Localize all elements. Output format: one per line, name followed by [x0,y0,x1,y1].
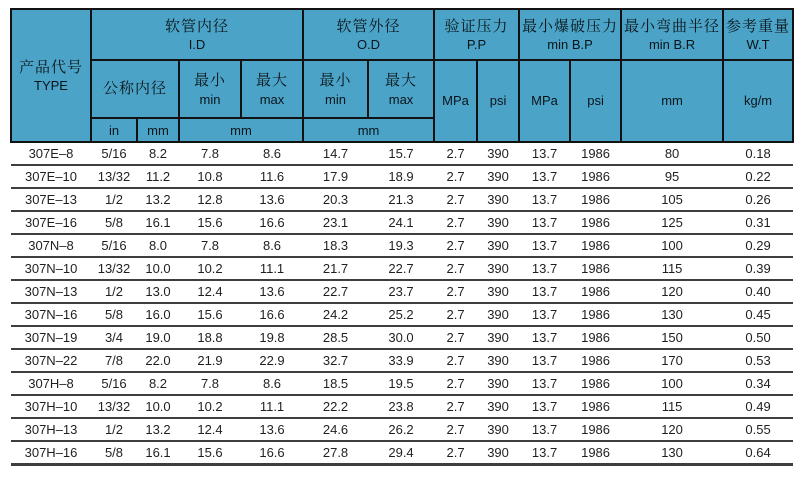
header-pp-psi [477,60,519,142]
value-cell: 0.45 [723,303,793,326]
value-cell: 0.49 [723,395,793,418]
header-group-bp-en: min B.P [547,37,593,53]
value-cell: 18.8 [179,326,241,349]
value-cell: 21.7 [303,257,368,280]
value-cell: 13.7 [519,142,570,165]
header-type-zh: 产品代号 [18,58,83,76]
header-pp-psi-label: psi [489,92,507,108]
value-cell: 1/2 [91,280,137,303]
product-code-cell: 307H–10 [11,395,91,418]
header-group-wt [723,9,793,60]
header-bp-psi [570,60,621,142]
value-cell: 5/16 [91,372,137,395]
value-cell: 13/32 [91,395,137,418]
value-cell: 2.7 [434,257,477,280]
value-cell: 10.8 [179,165,241,188]
header-type [11,9,91,142]
value-cell: 0.34 [723,372,793,395]
value-cell: 8.2 [137,372,179,395]
header-pp-mpa [434,60,477,142]
product-code-cell: 307N–10 [11,257,91,280]
value-cell: 8.2 [137,142,179,165]
value-cell: 16.6 [241,211,303,234]
value-cell: 24.2 [303,303,368,326]
value-cell: 1986 [570,188,621,211]
header-id-min [179,60,241,118]
value-cell: 7.8 [179,142,241,165]
value-cell: 0.40 [723,280,793,303]
header-group-od-en: O.D [356,37,381,53]
header-unit-mm: mm [137,118,179,142]
value-cell: 2.7 [434,234,477,257]
value-cell: 390 [477,188,519,211]
value-cell: 13.6 [241,188,303,211]
value-cell: 2.7 [434,326,477,349]
value-cell: 0.39 [723,257,793,280]
value-cell: 1986 [570,234,621,257]
table-header [11,9,793,142]
value-cell: 390 [477,280,519,303]
value-cell: 11.6 [241,165,303,188]
value-cell: 1986 [570,441,621,465]
value-cell: 390 [477,211,519,234]
product-code-cell: 307E–16 [11,211,91,234]
product-code-cell: 307H–16 [11,441,91,465]
table-row [11,165,793,188]
value-cell: 5/8 [91,211,137,234]
value-cell: 13.7 [519,234,570,257]
value-cell: 30.0 [368,326,434,349]
value-cell: 32.7 [303,349,368,372]
value-cell: 390 [477,395,519,418]
header-group-pp-en: P.P [466,37,487,53]
value-cell: 5/16 [91,234,137,257]
header-group-id [91,9,303,60]
value-cell: 1986 [570,395,621,418]
header-od-min [303,60,368,118]
value-cell: 1986 [570,280,621,303]
product-code-cell: 307N–13 [11,280,91,303]
value-cell: 115 [621,395,723,418]
value-cell: 13.2 [137,418,179,441]
value-cell: 13.7 [519,280,570,303]
value-cell: 7.8 [179,234,241,257]
value-cell: 2.7 [434,395,477,418]
header-nominal-id-label: 公称内径 [102,80,167,98]
value-cell: 11.1 [241,395,303,418]
value-cell: 390 [477,326,519,349]
table-row [11,211,793,234]
header-type-en: TYPE [34,78,68,94]
product-code-cell: 307E–8 [11,142,91,165]
value-cell: 16.6 [241,303,303,326]
value-cell: 19.8 [241,326,303,349]
header-od-max-en: max [388,91,414,107]
header-pp-mpa-label: MPa [442,92,469,108]
value-cell: 19.3 [368,234,434,257]
value-cell: 105 [621,188,723,211]
header-group-id-en: I.D [188,37,206,53]
value-cell: 0.64 [723,441,793,465]
value-cell: 23.8 [368,395,434,418]
value-cell: 13.7 [519,349,570,372]
value-cell: 25.2 [368,303,434,326]
header-group-bp [519,9,621,60]
header-id-max-zh: 最大 [256,72,289,89]
value-cell: 13.0 [137,280,179,303]
value-cell: 22.9 [241,349,303,372]
value-cell: 125 [621,211,723,234]
product-code-cell: 307E–13 [11,188,91,211]
value-cell: 0.31 [723,211,793,234]
value-cell: 20.3 [303,188,368,211]
header-group-br-en: min B.R [648,37,696,53]
value-cell: 0.26 [723,188,793,211]
header-id-min-en: min [199,91,221,107]
value-cell: 7.8 [179,372,241,395]
value-cell: 1/2 [91,188,137,211]
header-od-max [368,60,434,118]
value-cell: 15.7 [368,142,434,165]
header-group-od-zh: 软管外径 [336,17,401,35]
header-unit-in: in [91,118,137,142]
value-cell: 390 [477,234,519,257]
value-cell: 0.55 [723,418,793,441]
value-cell: 2.7 [434,211,477,234]
value-cell: 8.6 [241,142,303,165]
product-code-cell: 307E–10 [11,165,91,188]
value-cell: 390 [477,165,519,188]
value-cell: 13.7 [519,188,570,211]
value-cell: 22.7 [368,257,434,280]
value-cell: 130 [621,441,723,465]
value-cell: 1986 [570,349,621,372]
value-cell: 2.7 [434,142,477,165]
product-code-cell: 307N–16 [11,303,91,326]
table-row [11,234,793,257]
value-cell: 13.7 [519,303,570,326]
value-cell: 7/8 [91,349,137,372]
header-group-wt-zh: 参考重量 [726,17,791,35]
value-cell: 28.5 [303,326,368,349]
header-id-minmax-unit-mm: mm [179,118,303,142]
value-cell: 1986 [570,326,621,349]
value-cell: 13.7 [519,257,570,280]
product-code-cell: 307H–13 [11,418,91,441]
value-cell: 1986 [570,372,621,395]
value-cell: 11.2 [137,165,179,188]
value-cell: 17.9 [303,165,368,188]
header-row-sub [11,60,793,118]
header-group-wt-en: W.T [746,37,770,53]
header-od-min-zh: 最小 [319,72,352,89]
header-wt-unit-kgm [723,60,793,142]
header-group-bp-zh: 最小爆破压力 [522,17,619,35]
value-cell: 1986 [570,211,621,234]
value-cell: 8.6 [241,372,303,395]
value-cell: 18.5 [303,372,368,395]
value-cell: 16.1 [137,441,179,465]
value-cell: 390 [477,441,519,465]
value-cell: 16.6 [241,441,303,465]
header-group-br [621,9,723,60]
value-cell: 5/16 [91,142,137,165]
value-cell: 33.9 [368,349,434,372]
header-group-od [303,9,434,60]
value-cell: 21.3 [368,188,434,211]
header-id-max-en: max [259,91,285,107]
value-cell: 13/32 [91,165,137,188]
header-nominal-id [91,60,179,118]
value-cell: 8.0 [137,234,179,257]
value-cell: 22.0 [137,349,179,372]
value-cell: 22.2 [303,395,368,418]
value-cell: 2.7 [434,372,477,395]
value-cell: 13.2 [137,188,179,211]
header-group-pp [434,9,519,60]
value-cell: 2.7 [434,418,477,441]
value-cell: 24.1 [368,211,434,234]
value-cell: 390 [477,418,519,441]
value-cell: 15.6 [179,441,241,465]
value-cell: 0.22 [723,165,793,188]
header-group-pp-zh: 验证压力 [444,17,509,35]
value-cell: 1986 [570,418,621,441]
value-cell: 150 [621,326,723,349]
value-cell: 100 [621,234,723,257]
table-body [11,142,793,465]
value-cell: 16.1 [137,211,179,234]
value-cell: 390 [477,142,519,165]
value-cell: 13.7 [519,165,570,188]
table-row [11,441,793,465]
value-cell: 115 [621,257,723,280]
value-cell: 19.5 [368,372,434,395]
value-cell: 5/8 [91,441,137,465]
value-cell: 0.50 [723,326,793,349]
value-cell: 2.7 [434,349,477,372]
header-br-unit-mm-label: mm [661,92,683,108]
table-row [11,349,793,372]
value-cell: 2.7 [434,280,477,303]
value-cell: 5/8 [91,303,137,326]
value-cell: 1/2 [91,418,137,441]
value-cell: 120 [621,418,723,441]
header-id-min-zh: 最小 [193,72,226,89]
header-group-br-zh: 最小弯曲半径 [624,17,721,35]
value-cell: 0.18 [723,142,793,165]
value-cell: 15.6 [179,303,241,326]
value-cell: 390 [477,349,519,372]
header-wt-unit-kgm-label: kg/m [743,92,773,108]
value-cell: 390 [477,257,519,280]
value-cell: 13.7 [519,441,570,465]
value-cell: 15.6 [179,211,241,234]
value-cell: 16.0 [137,303,179,326]
header-bp-psi-label: psi [587,92,604,108]
value-cell: 13.7 [519,211,570,234]
value-cell: 27.8 [303,441,368,465]
table-row [11,326,793,349]
header-row-groups [11,9,793,60]
value-cell: 22.7 [303,280,368,303]
header-group-id-zh: 软管内径 [165,17,230,35]
product-code-cell: 307H–8 [11,372,91,395]
value-cell: 12.4 [179,280,241,303]
value-cell: 1986 [570,303,621,326]
table-row [11,142,793,165]
value-cell: 18.3 [303,234,368,257]
value-cell: 100 [621,372,723,395]
value-cell: 130 [621,303,723,326]
table-row [11,257,793,280]
value-cell: 29.4 [368,441,434,465]
product-code-cell: 307N–22 [11,349,91,372]
value-cell: 1986 [570,257,621,280]
value-cell: 12.4 [179,418,241,441]
value-cell: 0.53 [723,349,793,372]
value-cell: 13.7 [519,395,570,418]
value-cell: 13.7 [519,372,570,395]
value-cell: 170 [621,349,723,372]
header-id-max [241,60,303,118]
value-cell: 23.7 [368,280,434,303]
value-cell: 80 [621,142,723,165]
value-cell: 26.2 [368,418,434,441]
value-cell: 23.1 [303,211,368,234]
value-cell: 10.2 [179,395,241,418]
table-row [11,280,793,303]
header-od-max-zh: 最大 [385,72,418,89]
value-cell: 390 [477,303,519,326]
table-row [11,303,793,326]
value-cell: 390 [477,372,519,395]
value-cell: 11.1 [241,257,303,280]
value-cell: 95 [621,165,723,188]
value-cell: 24.6 [303,418,368,441]
value-cell: 18.9 [368,165,434,188]
table-row [11,395,793,418]
header-br-unit-mm [621,60,723,142]
value-cell: 3/4 [91,326,137,349]
header-bp-mpa-label: MPa [531,92,558,108]
hose-spec-table [10,8,794,466]
header-bp-mpa [519,60,570,142]
value-cell: 120 [621,280,723,303]
value-cell: 2.7 [434,188,477,211]
value-cell: 14.7 [303,142,368,165]
value-cell: 12.8 [179,188,241,211]
table-row [11,418,793,441]
value-cell: 21.9 [179,349,241,372]
value-cell: 2.7 [434,165,477,188]
value-cell: 1986 [570,142,621,165]
value-cell: 13/32 [91,257,137,280]
value-cell: 13.7 [519,326,570,349]
value-cell: 13.6 [241,280,303,303]
value-cell: 10.2 [179,257,241,280]
value-cell: 8.6 [241,234,303,257]
value-cell: 13.7 [519,418,570,441]
product-code-cell: 307N–8 [11,234,91,257]
table-row [11,372,793,395]
value-cell: 10.0 [137,257,179,280]
value-cell: 2.7 [434,441,477,465]
product-code-cell: 307N–19 [11,326,91,349]
header-od-minmax-unit-mm: mm [303,118,434,142]
table-row [11,188,793,211]
header-od-min-en: min [325,91,346,107]
value-cell: 19.0 [137,326,179,349]
value-cell: 10.0 [137,395,179,418]
value-cell: 0.29 [723,234,793,257]
value-cell: 13.6 [241,418,303,441]
value-cell: 1986 [570,165,621,188]
value-cell: 2.7 [434,303,477,326]
